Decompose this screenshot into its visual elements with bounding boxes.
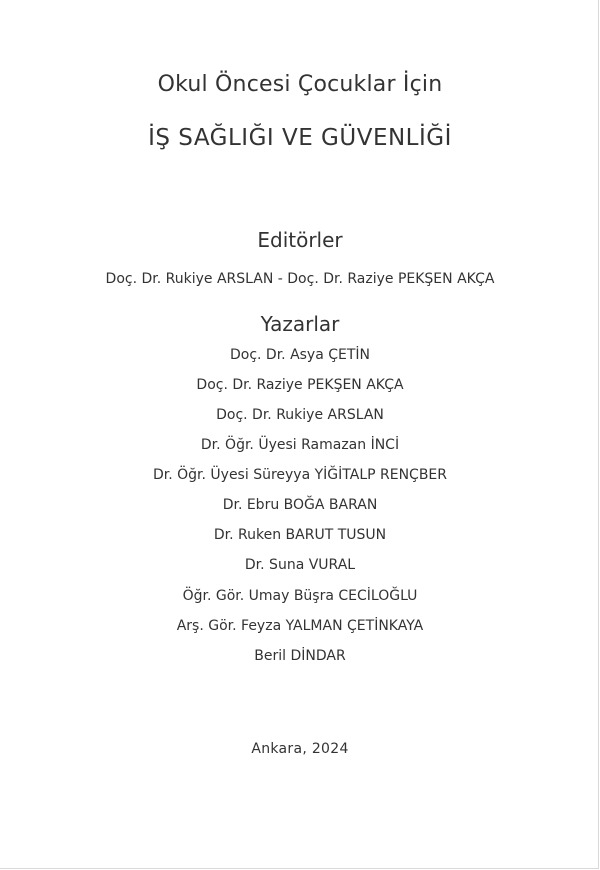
author-item: Dr. Ruken BARUT TUSUN xyxy=(213,527,387,543)
book-title: İŞ SAĞLIĞI VE GÜVENLİĞİ xyxy=(148,125,452,151)
author-item: Dr. Suna VURAL xyxy=(244,557,356,573)
author-item: Doç. Dr. Raziye PEKŞEN AKÇA xyxy=(196,377,404,393)
author-item: Doç. Dr. Rukiye ARSLAN xyxy=(216,407,384,423)
place-date: Ankara, 2024 xyxy=(251,741,349,757)
authors-heading: Yazarlar xyxy=(260,312,340,336)
author-item: Öğr. Gör. Umay Büşra CECİLOĞLU xyxy=(182,588,418,604)
book-subtitle: Okul Öncesi Çocuklar İçin xyxy=(157,72,443,97)
author-item: Dr. Öğr. Üyesi Süreyya YİĞİTALP RENÇBER xyxy=(152,467,448,483)
author-item: Dr. Öğr. Üyesi Ramazan İNCİ xyxy=(200,437,400,453)
editors-heading: Editörler xyxy=(257,228,343,252)
author-item: Doç. Dr. Asya ÇETİN xyxy=(229,347,371,363)
editors-names: Doç. Dr. Rukiye ARSLAN - Doç. Dr. Raziye PEKŞEN AKÇA xyxy=(105,271,495,287)
author-item: Beril DİNDAR xyxy=(254,648,346,664)
author-item: Arş. Gör. Feyza YALMAN ÇETİNKAYA xyxy=(176,618,424,634)
author-item: Dr. Ebru BOĞA BARAN xyxy=(222,497,378,513)
